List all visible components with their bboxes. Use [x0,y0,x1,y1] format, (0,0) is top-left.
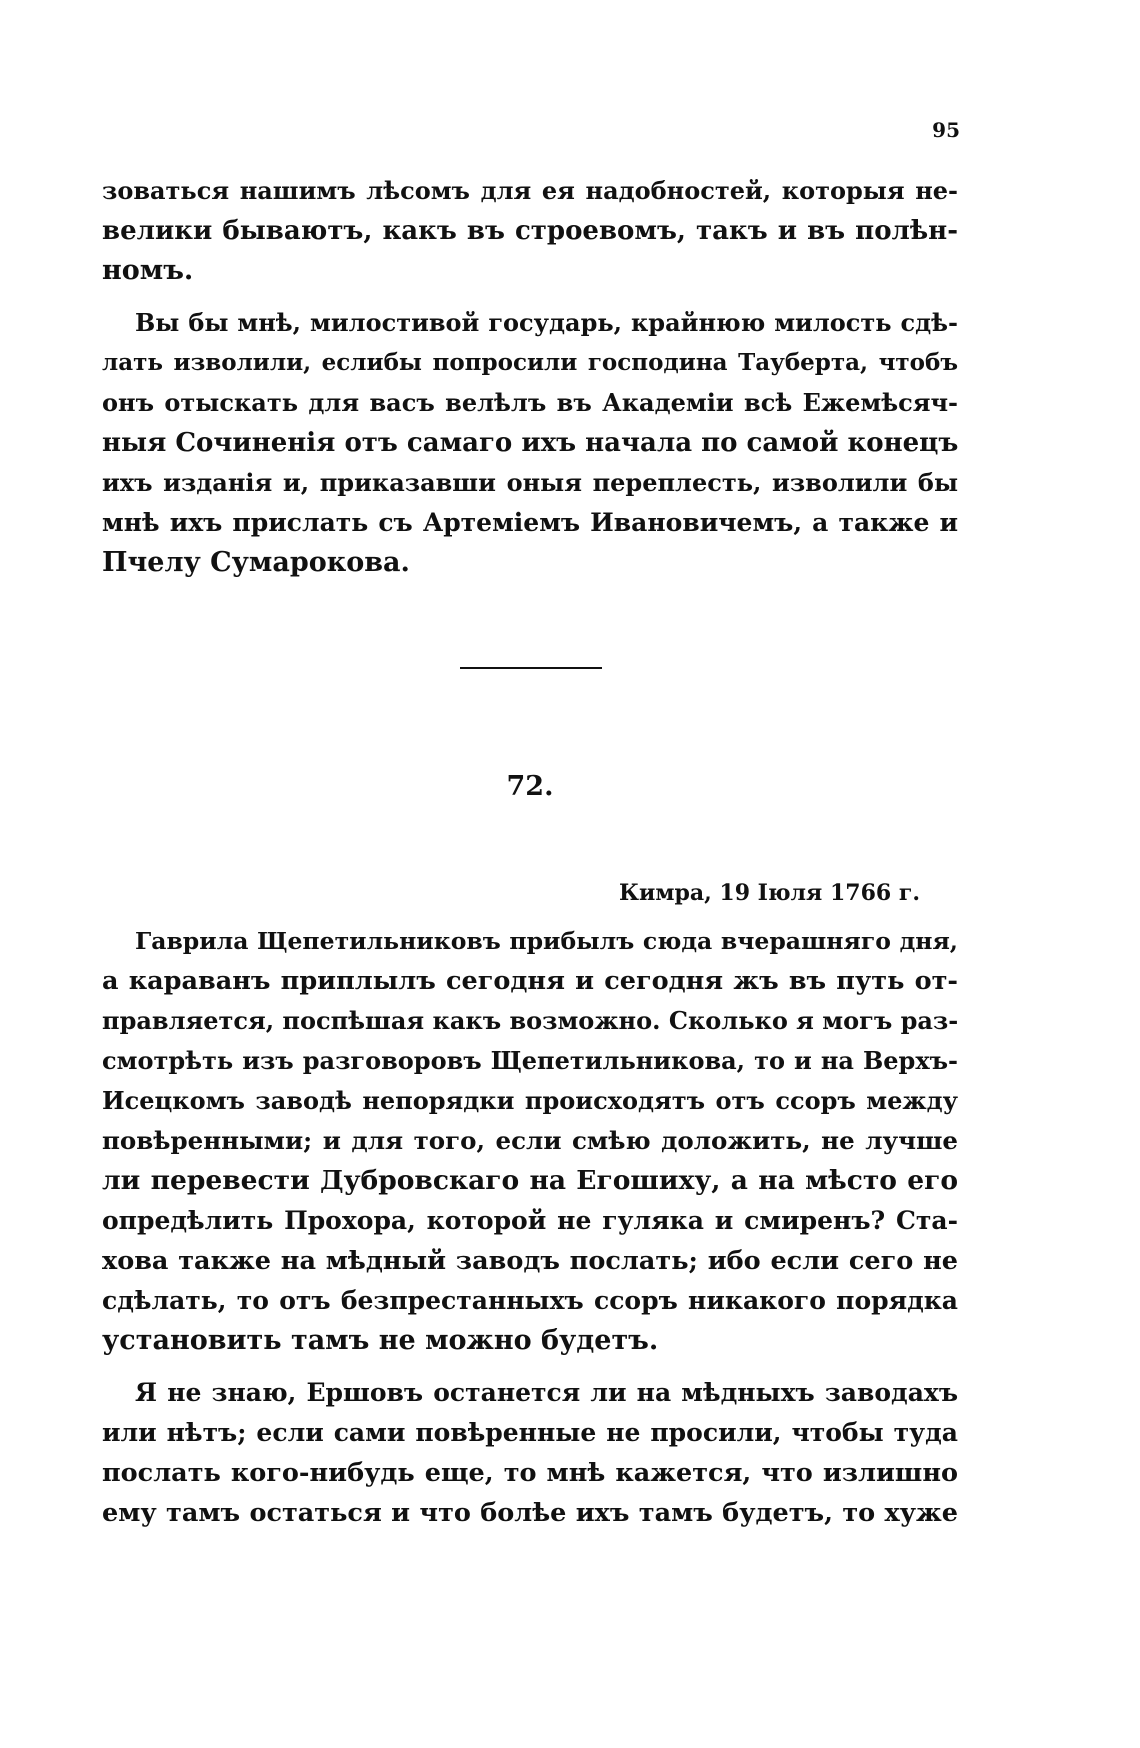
text-line: сдѣлать, то отъ безпрестанныхъ ссоръ никакого порядка [102,1286,958,1315]
text-line: Исецкомъ заводѣ непорядки происходятъ отъ ссоръ между [102,1086,958,1115]
text-line: хова также на мѣдный заводъ послать; ибо если сего не [102,1246,958,1276]
text-line: лать изволили, еслибы попросили господина Тауберта, чтобъ [102,349,958,376]
text-line: или нѣтъ; если сами повѣренные не просили, чтобы туда [102,1418,958,1447]
text-line: Я не знаю, Ершовъ останется ли на мѣдныхъ заводахъ [135,1378,958,1407]
text-line: установить тамъ не можно будетъ. [102,1325,659,1356]
text-line: Вы бы мнѣ, милостивой государь, крайнюю милость сдѣ- [135,308,958,337]
text-line: Гаврила Щепетильниковъ прибылъ сюда вчерашняго дня, [135,927,958,955]
text-line: ему тамъ остаться и что болѣе ихъ тамъ будетъ, то хуже [102,1498,958,1528]
text-line: онъ отыскать для васъ велѣлъ въ Академіи всѣ Ежемѣсяч- [102,388,958,417]
text-line: ихъ изданія и, приказавши оныя переплесть, изволили бы [102,468,958,497]
letter-dateline: Кимра, 19 Іюля 1766 г. [619,880,920,906]
text-line: смотрѣть изъ разговоровъ Щепетильникова, то и на Верхъ- [102,1046,958,1075]
text-line: мнѣ ихъ прислать съ Артеміемъ Ивановичемъ, а также и [102,508,958,537]
text-line: зоваться нашимъ лѣсомъ для ея надобностей, которыя не- [102,176,958,205]
text-line: послать кого-нибудь еще, то мнѣ кажется, что излишно [102,1458,958,1488]
text-line: велики бываютъ, какъ въ строевомъ, такъ и въ полѣн- [102,216,958,246]
letter-number: 72. [506,771,554,802]
text-line: ныя Сочиненія отъ самаго ихъ начала по самой конецъ [102,428,959,458]
text-line: правляется, поспѣшая какъ возможно. Сколько я могъ раз- [102,1006,959,1035]
section-divider [460,667,602,669]
text-line: а караванъ приплылъ сегодня и сегодня жъ въ путь от- [102,966,958,996]
text-line: опредѣлить Прохора, которой не гуляка и смиренъ? Ста- [102,1206,958,1235]
text-line: номъ. [102,255,194,286]
text-line: повѣренными; и для того, если смѣю доложить, не лучше [102,1126,958,1155]
page-number: 95 [932,118,960,142]
text-line: Пчелу Сумарокова. [102,547,410,578]
text-line: ли перевести Дубровскаго на Егошиху, а на мѣсто его [102,1165,958,1196]
